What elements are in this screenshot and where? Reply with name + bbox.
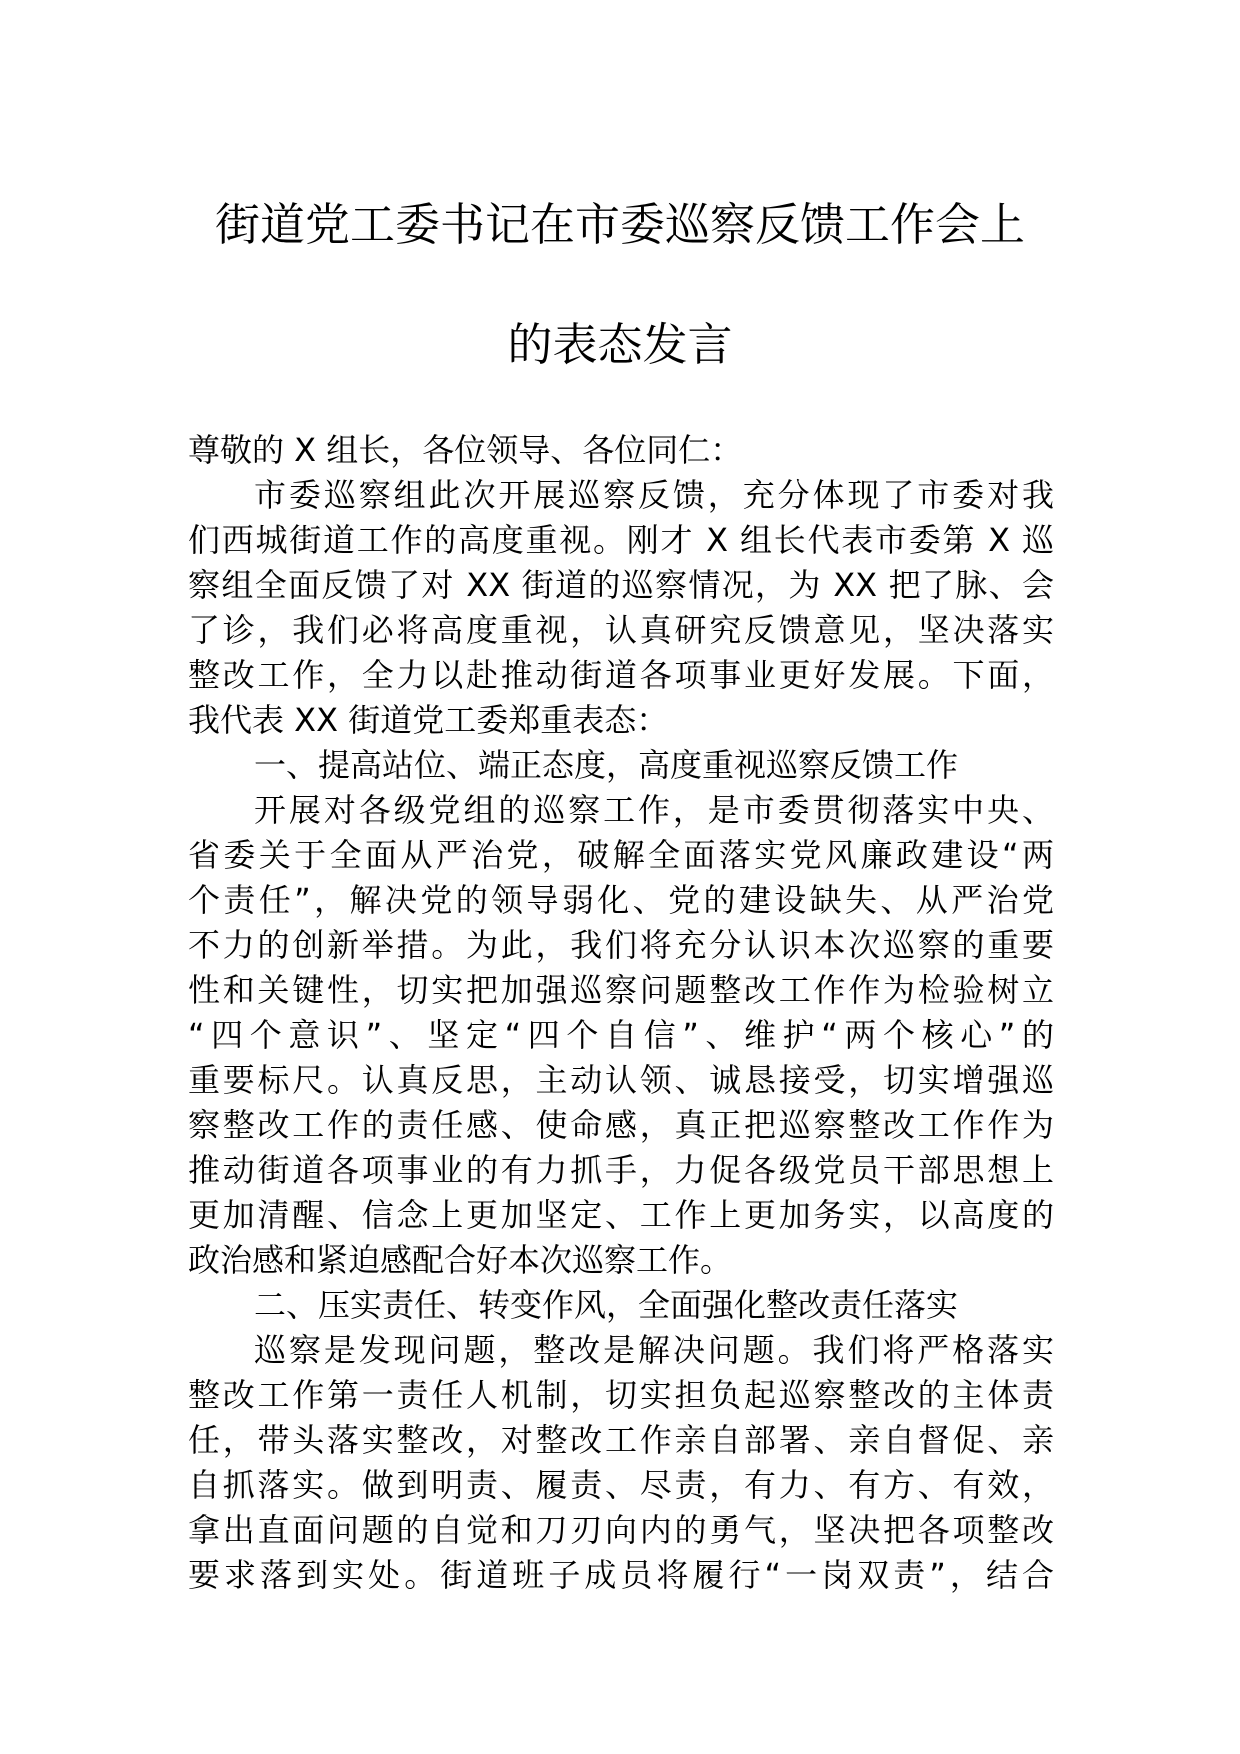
body-line: 察整改工作的责任感、使命感，真正把巡察整改工作作为 [188,1106,1054,1144]
body-line: 二、压实责任、转变作风，全面强化整改责任落实 [254,1286,959,1324]
body-line: 不力的创新举措。为此，我们将充分认识本次巡察的重要 [188,926,1054,964]
document-body [188,428,1054,1598]
body-line: 整改工作，全力以赴推动街道各项事业更好发展。下面， [188,656,1054,694]
body-line: 更加清醒、信念上更加坚定、工作上更加务实，以高度的 [188,1196,1054,1234]
body-line: 一、提高站位、端正态度，高度重视巡察反馈工作 [254,746,959,784]
body-line: 市委巡察组此次开展巡察反馈，充分体现了市委对我 [254,476,1054,514]
body-line: 整改工作第一责任人机制，切实担负起巡察整改的主体责 [188,1376,1054,1414]
body-line: 察组全面反馈了对 XX 街道的巡察情况，为 XX 把了脉、会 [188,566,1054,604]
body-line: 任，带头落实整改，对整改工作亲自部署、亲自督促、亲 [188,1421,1054,1459]
body-line: 个责任”，解决党的领导弱化、党的建设缺失、从严治党 [188,881,1054,919]
body-line: 尊敬的 X 组长，各位领导、各位同仁： [188,431,743,469]
body-line: 巡察是发现问题，整改是解决问题。我们将严格落实 [254,1331,1054,1369]
body-line: 性和关键性，切实把加强巡察问题整改工作作为检验树立 [188,971,1054,1009]
body-line: 自抓落实。做到明责、履责、尽责，有力、有方、有效， [188,1466,1054,1504]
document-title-line-1: 街道党工委书记在市委巡察反馈工作会上 [214,198,1025,251]
body-line: 省委关于全面从严治党，破解全面落实党风廉政建设“两 [188,836,1054,874]
body-line: “四个意识”、坚定“四个自信”、维护“两个核心”的 [188,1016,1054,1054]
body-line: 重要标尺。认真反思，主动认领、诚恳接受，切实增强巡 [188,1061,1054,1099]
body-line: 要求落到实处。街道班子成员将履行“一岗双责”，结合 [188,1556,1054,1594]
body-line: 政治感和紧迫感配合好本次巡察工作。 [188,1241,733,1279]
body-line: 了诊，我们必将高度重视，认真研究反馈意见，坚决落实 [188,611,1054,649]
body-line: 拿出直面问题的自觉和刀刃向内的勇气，坚决把各项整改 [188,1511,1054,1549]
body-line: 们西城街道工作的高度重视。刚才 X 组长代表市委第 X 巡 [188,521,1054,559]
document-title-line-2: 的表态发言 [507,318,733,371]
body-line: 推动街道各项事业的有力抓手，力促各级党员干部思想上 [188,1151,1054,1189]
body-line: 我代表 XX 街道党工委郑重表态： [188,701,669,739]
body-line: 开展对各级党组的巡察工作，是市委贯彻落实中央、 [254,791,1054,829]
